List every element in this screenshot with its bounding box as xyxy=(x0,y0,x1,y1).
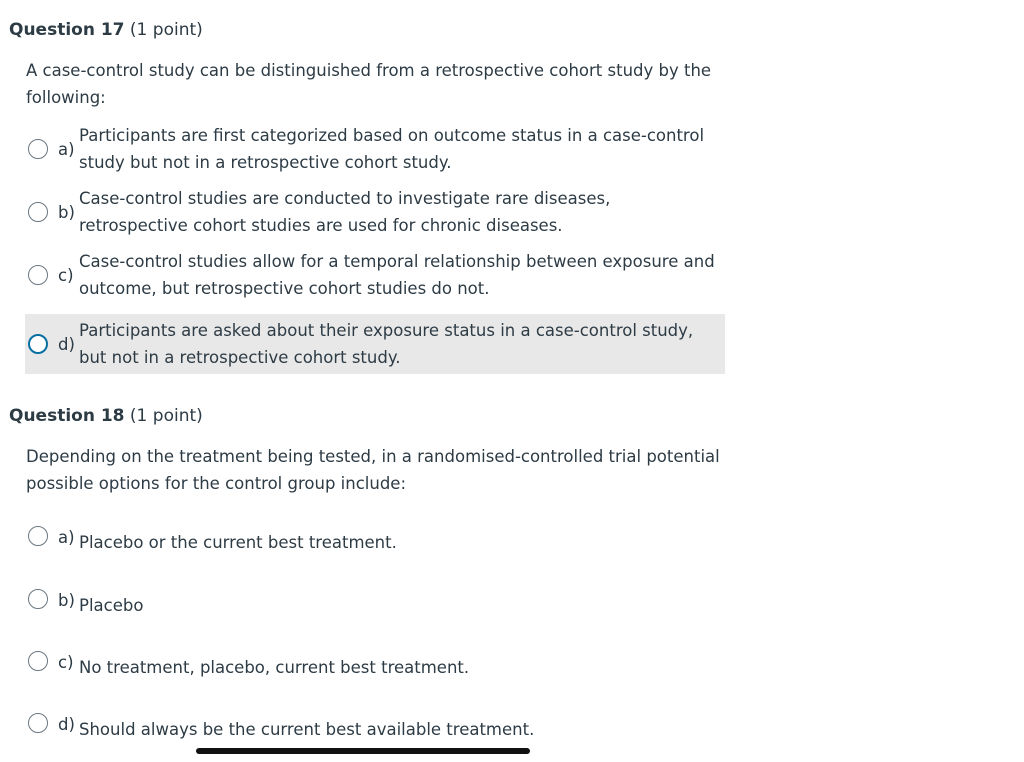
option-text: Case-control studies are conducted to investigate rare diseases, retrospective cohort studies are used for chronic diseases. xyxy=(79,189,611,235)
radio-button-icon[interactable] xyxy=(28,589,48,609)
option-letter: d) xyxy=(58,334,75,354)
option-letter: b) xyxy=(58,591,75,610)
radio-button-icon[interactable] xyxy=(28,265,48,285)
question-17-text: A case-control study can be distinguished from a retrospective cohort study by the following: xyxy=(26,61,712,107)
option-text: Placebo xyxy=(79,596,144,615)
q18-option-b[interactable] xyxy=(25,575,725,635)
radio-button-icon[interactable] xyxy=(28,526,48,546)
option-letter: b) xyxy=(58,202,75,222)
option-text: No treatment, placebo, current best treatment. xyxy=(79,658,470,677)
radio-button-icon[interactable] xyxy=(28,202,48,222)
question-17-heading xyxy=(9,20,203,40)
q17-option-c[interactable] xyxy=(25,245,725,305)
home-indicator-bar xyxy=(196,748,530,754)
radio-button-icon[interactable] xyxy=(28,334,48,354)
question-points: (1 point) xyxy=(129,20,203,40)
option-letter: a) xyxy=(58,139,75,159)
question-number: Question 18 xyxy=(9,406,125,426)
option-text: Should always be the current best available treatment. xyxy=(79,720,535,739)
option-letter: c) xyxy=(58,653,74,672)
radio-button-icon[interactable] xyxy=(28,651,48,671)
option-text: Participants are first categorized based on outcome status in a case-control study but not in a retrospective cohort study. xyxy=(79,126,705,172)
option-text: Case-control studies allow for a temporal relationship between exposure and outcome, but retrospective cohort studies do not. xyxy=(79,252,715,298)
option-text: Placebo or the current best treatment. xyxy=(79,533,397,552)
q18-option-c[interactable] xyxy=(25,637,725,697)
option-letter: d) xyxy=(58,715,75,734)
radio-button-icon[interactable] xyxy=(28,139,48,159)
q17-option-b[interactable] xyxy=(25,182,725,242)
question-number: Question 17 xyxy=(9,20,125,40)
q18-option-a[interactable] xyxy=(25,512,725,572)
question-points: (1 point) xyxy=(129,406,203,426)
option-text: Participants are asked about their exposure status in a case-control study, but not in a retrospective cohort study. xyxy=(79,321,694,367)
option-letter: a) xyxy=(58,528,75,547)
option-letter: c) xyxy=(58,265,74,285)
question-18-text: Depending on the treatment being tested, in a randomised-controlled trial potential possible options for the control group include: xyxy=(26,447,720,493)
q17-option-d[interactable] xyxy=(25,314,725,374)
question-18-heading xyxy=(9,406,203,426)
q17-option-a[interactable] xyxy=(25,119,725,179)
radio-button-icon[interactable] xyxy=(28,713,48,733)
